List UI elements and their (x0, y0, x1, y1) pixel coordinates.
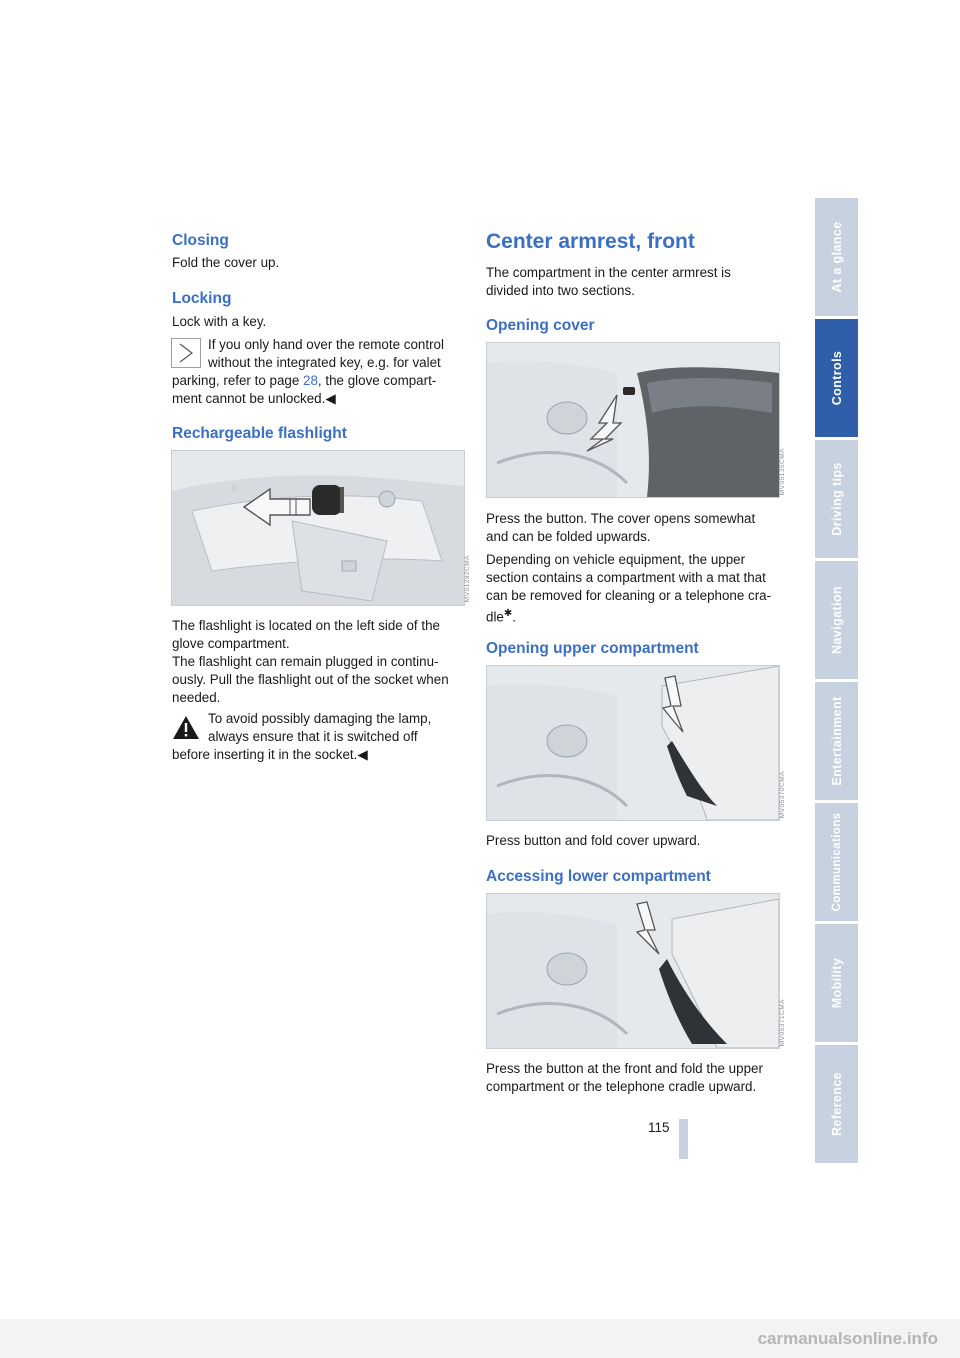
opening-cover-figure (486, 342, 780, 498)
upper-compartment-figure-code: MV05370CMA (779, 771, 786, 819)
warning-line2: always ensure that it is switched off (208, 729, 418, 744)
heading-upper-compartment: Opening upper compartment (486, 640, 699, 657)
note-arrow-icon (171, 338, 201, 368)
heading-locking: Locking (172, 290, 232, 307)
opening-cover-line6: dle✱. (486, 608, 516, 625)
optional-equipment-star: ✱ (503, 608, 513, 619)
flashlight-line1: The flashlight is located on the left side of the (172, 618, 440, 633)
tab-driving-tips[interactable]: Driving tips (815, 440, 858, 558)
flashlight-line2: glove compartment. (172, 636, 290, 651)
tab-at-a-glance[interactable]: At a glance (815, 198, 858, 316)
tab-mobility[interactable]: Mobility (815, 924, 858, 1042)
locking-note-line2: without the integrated key, e.g. for valet (208, 355, 441, 370)
opening-cover-figure-code: MV05135CMA (779, 448, 786, 496)
opening-cover-line2: and can be folded upwards. (486, 529, 651, 544)
locking-text: Lock with a key. (172, 314, 267, 329)
locking-note-line1: If you only hand over the remote control (208, 337, 444, 352)
heading-center-armrest: Center armrest, front (486, 230, 695, 253)
flashlight-line3: The flashlight can remain plugged in continu- (172, 654, 439, 669)
locking-note-line3: parking, refer to page 28, the glove compart- (172, 373, 437, 388)
footer-watermark-bar (0, 1319, 960, 1358)
heading-opening-cover: Opening cover (486, 317, 595, 334)
armrest-line1: The compartment in the center armrest is (486, 265, 731, 280)
tab-reference[interactable]: Reference (815, 1045, 858, 1163)
lower-compartment-figure-code: MV05371CMA (779, 999, 786, 1047)
tab-navigation[interactable]: Navigation (815, 561, 858, 679)
tab-controls[interactable]: Controls (815, 319, 858, 437)
flashlight-figure (171, 450, 465, 606)
heading-closing: Closing (172, 232, 229, 249)
lower-compartment-line1: Press the button at the front and fold the upper (486, 1061, 763, 1076)
lower-compartment-figure (486, 893, 780, 1049)
watermark-text: carmanualsonline.info (757, 1329, 938, 1348)
flashlight-figure-code: MV01292CMA (464, 555, 471, 603)
page-link-28[interactable]: 28 (303, 373, 318, 388)
page-marker-bar (679, 1119, 688, 1159)
heading-flashlight: Rechargeable flashlight (172, 425, 347, 442)
chapter-tabs (815, 198, 858, 1166)
opening-cover-line5: can be removed for cleaning or a telephone cra- (486, 588, 772, 603)
warning-line3: before inserting it in the socket.◀ (172, 747, 368, 762)
flashlight-line4: ously. Pull the flashlight out of the socket when (172, 672, 449, 687)
heading-lower-compartment: Accessing lower compartment (486, 868, 711, 885)
warning-line1: To avoid possibly damaging the lamp, (208, 711, 432, 726)
upper-compartment-text: Press button and fold cover upward. (486, 833, 701, 848)
opening-cover-line3: Depending on vehicle equipment, the upper (486, 552, 746, 567)
tab-communications[interactable]: Communications (815, 803, 858, 921)
lower-compartment-line2: compartment or the telephone cradle upward. (486, 1079, 757, 1094)
upper-compartment-figure (486, 665, 780, 821)
warning-icon (171, 712, 201, 742)
closing-text: Fold the cover up. (172, 255, 280, 270)
opening-cover-line1: Press the button. The cover opens somewhat (486, 511, 756, 526)
opening-cover-line4: section contains a compartment with a mat that (486, 570, 766, 585)
tab-entertainment[interactable]: Entertainment (815, 682, 858, 800)
locking-note-line4: ment cannot be unlocked.◀ (172, 391, 336, 406)
armrest-line2: divided into two sections. (486, 283, 635, 298)
flashlight-line5: needed. (172, 690, 221, 705)
page-number: 115 (648, 1120, 670, 1135)
